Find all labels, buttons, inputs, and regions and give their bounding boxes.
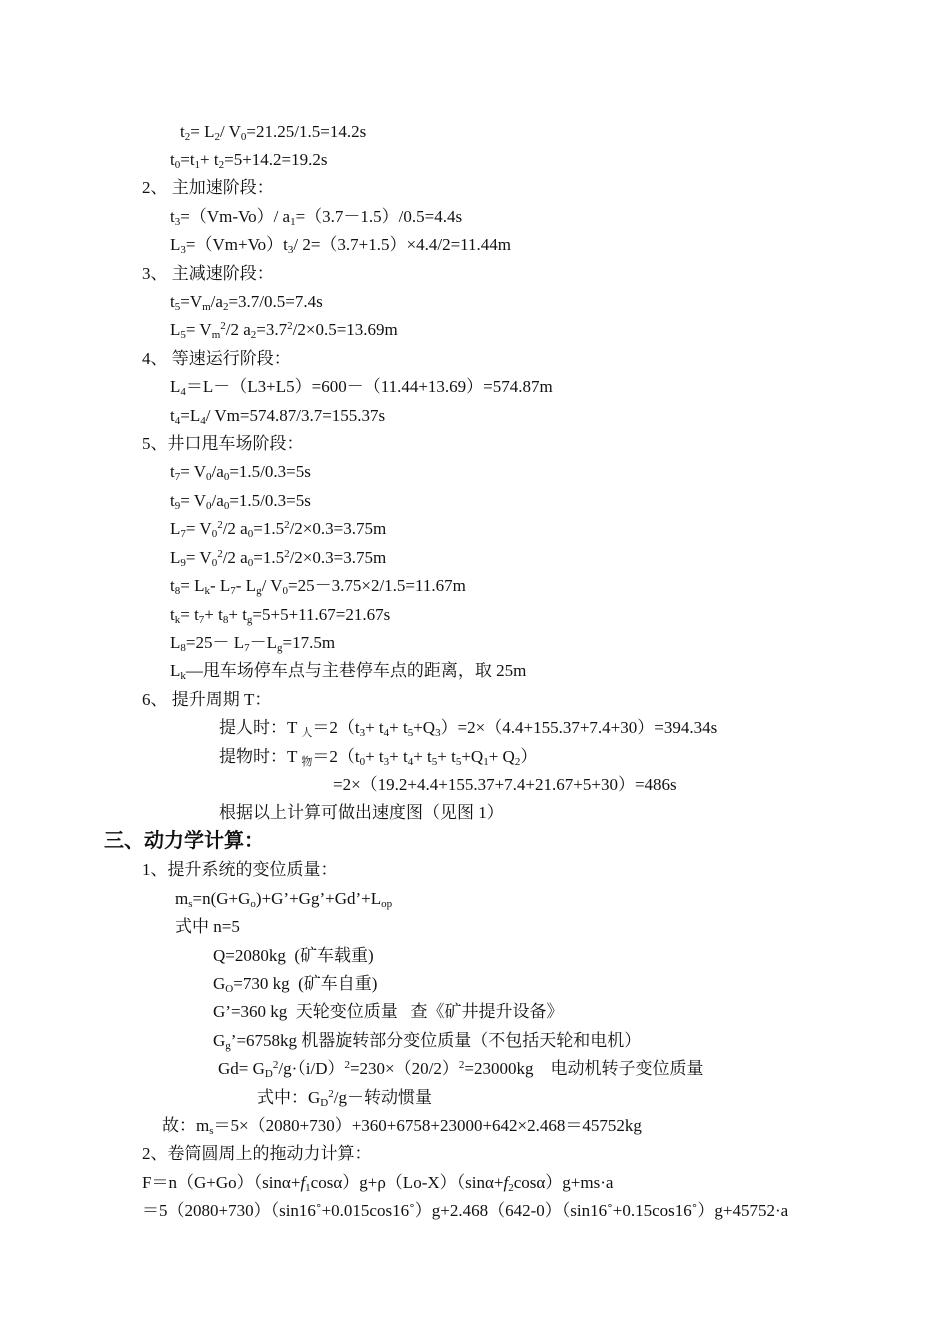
eq-f: $F=n(G+Go)(\sin\alpha+f_1\cos\alpha)g+\rho(Lo-X)(\sin\alpha+f_2\cos\alpha)g+ms\cdot a$ — [142, 1173, 614, 1194]
eq-t-material-result: =2×（19.2+4.4+155.37+7.4+21.67+5+30）=486s — [333, 775, 677, 794]
eq-t-material: 提物时：T $_物=2(t_0+ t_3+ t_4+ t_5+ t_5+Q_1+ Q_2)$ — [219, 747, 538, 768]
section-traction-force: 2、卷筒圆周上的拖动力计算： — [142, 1144, 372, 1163]
section-shaft-yard: 5、井口甩车场阶段： — [142, 434, 304, 453]
eq-l7: $L_7= V_0^2/2$ $a_0=1.5^2/2\times 0.3=3.75m$ — [170, 519, 387, 540]
eq-l9: $L_9= V_0^2/2$ $a_0=1.5^2/2\times 0.3=3.75m$ — [170, 548, 387, 569]
eq-ms-result: 故：$m_s=5\times(2080+730)+360+6758+23000+642\times 2.468=45752kg$ — [162, 1116, 642, 1137]
eq-t3: $t_3=(Vm-Vo)/$ $a_1=(3.7-1.5)/0.5=4.4s$ — [170, 207, 463, 228]
eq-l4: $L_4=L-(L3+L5)=600-(11.44+13.69)=574.87m$ — [170, 377, 553, 398]
eq-t0: $t_0=t_1+ t_2=5+14.2=19.2s$ — [170, 150, 328, 171]
note-speed-diagram: 根据以上计算可做出速度图（见图 1） — [219, 803, 504, 822]
eq-t8: $t_8= L_k-$ $L_7-$ $L_g/$ $V_0=25-3.75\times 2/1.5=11.67m$ — [170, 576, 466, 597]
section-constant-speed: 4、 等速运行阶段： — [142, 349, 291, 368]
eq-t4: $t_4=L_4/$ Vm=574.87/3.7=155.37s — [170, 406, 386, 427]
eq-ms: $m_s=n(G+G_o)+G’+Gg’+Gd’+L_{op}$ — [175, 889, 393, 910]
eq-l8: $L_8=25- L_7-L_g=17.5m$ — [170, 633, 336, 654]
eq-tk: $t_k= t_7+ t_8+ t_g=5+5+11.67=21.67s$ — [170, 605, 391, 626]
eq-t9: $t_9= V_0/a_0=1.5/0.3=5s$ — [170, 491, 311, 512]
eq-gd-note: 式中：$G_D^2/g-$转动惯量 — [257, 1088, 432, 1109]
eq-q: Q=2080kg (矿车载重) — [213, 946, 374, 965]
note-lk: $L_k—$甩车场停车点与主巷停车点的距离，取 25m — [170, 661, 527, 682]
section-hoist-cycle: 6、 提升周期 T： — [142, 690, 272, 709]
eq-f-substituted: ＝5（2080+730）（sin16˚+0.015cos16˚）g+2.468（642-0）（sin16˚+0.15cos16˚）g+45752·a — [142, 1201, 789, 1220]
eq-l3: $L_3=(Vm+Vo)t_3/$ 2=（3.7+1.5）×4.4/2=11.44m — [170, 235, 512, 256]
eq-t7: $t_7= V_0/a_0=1.5/0.3=5s$ — [170, 462, 311, 483]
eq-n: 式中 n=5 — [175, 917, 240, 936]
section-main-deceleration: 3、 主减速阶段： — [142, 264, 274, 283]
eq-gd: $Gd= G_D^2/g\cdot(i/D)^2=230\times(20/2)^2=23000kg$ 电动机转子变位质量 — [218, 1059, 704, 1080]
heading-dynamics: 三、动力学计算： — [104, 830, 264, 852]
eq-gg: $G_g’=6758kg$ 机器旋转部分变位质量（不包括天轮和电机） — [213, 1031, 642, 1052]
section-main-acceleration: 2、 主加速阶段： — [142, 178, 274, 197]
eq-t5: $t_5=V_m/a_2=3.7/0.5=7.4s$ — [170, 292, 323, 313]
eq-t-personnel: 提人时：T $_人=2(t_3+ t_4+ t_5+Q_3)=2\times(4.4+155.37+7.4+30)=394.34s$ — [219, 718, 718, 739]
eq-g-prime: G’=360 kg 天轮变位质量 查《矿井提升设备》 — [213, 1002, 564, 1021]
eq-l5: $L_5= V_m^2/2$ $a_2=3.7^2/2\times 0.5=13.69m$ — [170, 320, 398, 341]
eq-go: $G_O=730$ kg (矿车自重) — [213, 974, 378, 995]
section-variable-mass: 1、提升系统的变位质量： — [142, 860, 338, 879]
eq-t2: $t_2= L_2/$ $V_0=21.25/1.5=14.2s$ — [180, 122, 367, 143]
